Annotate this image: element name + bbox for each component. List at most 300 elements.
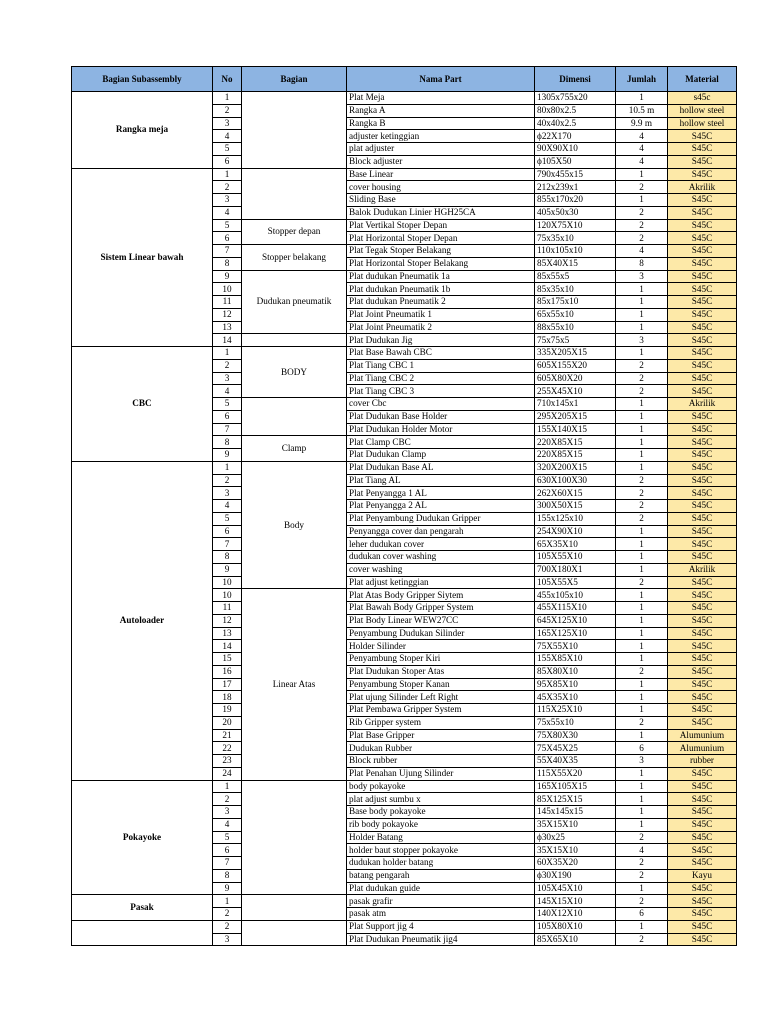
- cell-material: S45C: [668, 576, 737, 589]
- cell-dimensi: 88x55x10: [535, 321, 616, 334]
- header-bagian: Bagian: [242, 67, 347, 92]
- cell-no: 2: [213, 181, 242, 194]
- cell-dimensi: 1305x755x20: [535, 92, 616, 105]
- cell-jumlah: 2: [616, 487, 668, 500]
- cell-no: 8: [213, 869, 242, 882]
- cell-dimensi: 115X55X20: [535, 767, 616, 780]
- cell-dimensi: 220X85X15: [535, 436, 616, 449]
- header-row: [72, 67, 737, 92]
- cell-nama: Plat Clamp CBC: [347, 436, 535, 449]
- cell-no: 6: [213, 155, 242, 168]
- cell-dimensi: 405x50x30: [535, 206, 616, 219]
- table-row: [72, 461, 737, 474]
- cell-no: 14: [213, 334, 242, 347]
- cell-nama: Plat Dudukan Holder Motor: [347, 423, 535, 436]
- cell-no: 12: [213, 308, 242, 321]
- cell-material: S45C: [668, 831, 737, 844]
- cell-nama: plat adjust sumbu x: [347, 793, 535, 806]
- cell-nama: holder baut stopper pokayoke: [347, 844, 535, 857]
- cell-jumlah: 1: [616, 321, 668, 334]
- cell-jumlah: 3: [616, 755, 668, 768]
- cell-no: 9: [213, 882, 242, 895]
- cell-no: 8: [213, 436, 242, 449]
- cell-dimensi: 40x40x2.5: [535, 117, 616, 130]
- cell-no: 9: [213, 270, 242, 283]
- table-row: [72, 347, 737, 360]
- cell-nama: Plat Tegak Stoper Belakang: [347, 245, 535, 258]
- subassembly-cell: Pasak: [72, 895, 213, 921]
- cell-material: S45C: [668, 538, 737, 551]
- header-bagian-subassembly: Bagian Subassembly: [72, 67, 213, 92]
- cell-nama: Plat Tiang AL: [347, 474, 535, 487]
- cell-jumlah: 2: [616, 857, 668, 870]
- cell-material: Akrilik: [668, 563, 737, 576]
- cell-material: S45C: [668, 640, 737, 653]
- cell-material: Alumunium: [668, 742, 737, 755]
- cell-jumlah: 9.9 m: [616, 117, 668, 130]
- cell-no: 7: [213, 423, 242, 436]
- table-row: [72, 895, 737, 908]
- cell-jumlah: 1: [616, 920, 668, 933]
- cell-nama: Plat Meja: [347, 92, 535, 105]
- bagian-cell: Body: [242, 461, 347, 589]
- cell-jumlah: 1: [616, 398, 668, 411]
- cell-nama: pasak atm: [347, 908, 535, 921]
- cell-no: 5: [213, 831, 242, 844]
- cell-jumlah: 2: [616, 512, 668, 525]
- cell-jumlah: 8: [616, 257, 668, 270]
- cell-no: 7: [213, 538, 242, 551]
- cell-no: 2: [213, 359, 242, 372]
- table-row: [72, 168, 737, 181]
- cell-nama: Plat Dudukan Clamp: [347, 449, 535, 462]
- cell-material: S45C: [668, 525, 737, 538]
- cell-nama: Penyangga cover dan pengarah: [347, 525, 535, 538]
- cell-material: S45C: [668, 359, 737, 372]
- cell-material: S45C: [668, 933, 737, 946]
- cell-no: 6: [213, 410, 242, 423]
- cell-nama: Plat Joint Pneumatik 2: [347, 321, 535, 334]
- cell-dimensi: 80x80x2.5: [535, 104, 616, 117]
- cell-nama: body pokayoke: [347, 780, 535, 793]
- cell-material: S45C: [668, 130, 737, 143]
- cell-no: 3: [213, 372, 242, 385]
- cell-no: 2: [213, 793, 242, 806]
- cell-material: S45C: [668, 920, 737, 933]
- cell-jumlah: 1: [616, 818, 668, 831]
- cell-material: hollow steel: [668, 117, 737, 130]
- cell-dimensi: 165X105X15: [535, 780, 616, 793]
- cell-dimensi: 300X50X15: [535, 500, 616, 513]
- cell-no: 22: [213, 742, 242, 755]
- cell-nama: Plat Penyangga 2 AL: [347, 500, 535, 513]
- cell-dimensi: 155X85X10: [535, 653, 616, 666]
- cell-jumlah: 1: [616, 627, 668, 640]
- cell-nama: Rangka A: [347, 104, 535, 117]
- cell-no: 3: [213, 933, 242, 946]
- cell-nama: Plat Horizontal Stoper Belakang: [347, 257, 535, 270]
- cell-no: 2: [213, 920, 242, 933]
- cell-material: S45C: [668, 908, 737, 921]
- cell-no: 1: [213, 168, 242, 181]
- cell-nama: Plat Dudukan Pneumatik jig4: [347, 933, 535, 946]
- cell-no: 7: [213, 857, 242, 870]
- cell-no: 18: [213, 691, 242, 704]
- cell-jumlah: 1: [616, 423, 668, 436]
- bagian-cell: [242, 895, 347, 921]
- cell-material: S45C: [668, 474, 737, 487]
- cell-nama: Penyambung Stoper Kanan: [347, 678, 535, 691]
- cell-no: 4: [213, 206, 242, 219]
- cell-nama: dudukan holder batang: [347, 857, 535, 870]
- cell-jumlah: 6: [616, 742, 668, 755]
- cell-jumlah: 2: [616, 895, 668, 908]
- cell-material: S45C: [668, 691, 737, 704]
- bagian-cell: Stopper belakang: [242, 245, 347, 271]
- cell-dimensi: 105X45X10: [535, 882, 616, 895]
- cell-dimensi: 75x35x10: [535, 232, 616, 245]
- bagian-cell: BODY: [242, 347, 347, 398]
- cell-material: S45C: [668, 780, 737, 793]
- cell-dimensi: 855x170x20: [535, 194, 616, 207]
- cell-material: S45C: [668, 665, 737, 678]
- cell-nama: Rib Gripper system: [347, 716, 535, 729]
- cell-jumlah: 2: [616, 181, 668, 194]
- cell-no: 9: [213, 563, 242, 576]
- cell-material: S45C: [668, 793, 737, 806]
- cell-nama: Plat Penyambung Dudukan Gripper: [347, 512, 535, 525]
- cell-jumlah: 3: [616, 334, 668, 347]
- header-nama-part: Nama Part: [347, 67, 535, 92]
- cell-no: 16: [213, 665, 242, 678]
- cell-no: 12: [213, 614, 242, 627]
- cell-jumlah: 1: [616, 602, 668, 615]
- cell-dimensi: 710x145x1: [535, 398, 616, 411]
- cell-material: S45C: [668, 168, 737, 181]
- cell-no: 9: [213, 449, 242, 462]
- cell-material: S45C: [668, 206, 737, 219]
- cell-nama: Plat ujung Silinder Left Right: [347, 691, 535, 704]
- cell-jumlah: 1: [616, 589, 668, 602]
- cell-dimensi: 212x239x1: [535, 181, 616, 194]
- cell-no: 3: [213, 806, 242, 819]
- cell-no: 8: [213, 257, 242, 270]
- cell-dimensi: 255X45X10: [535, 385, 616, 398]
- cell-nama: Plat Dudukan Base AL: [347, 461, 535, 474]
- cell-no: 4: [213, 818, 242, 831]
- cell-jumlah: 2: [616, 933, 668, 946]
- cell-nama: Block rubber: [347, 755, 535, 768]
- cell-no: 3: [213, 194, 242, 207]
- cell-jumlah: 4: [616, 130, 668, 143]
- cell-no: 6: [213, 525, 242, 538]
- parts-table-body: [72, 92, 737, 946]
- cell-material: S45C: [668, 627, 737, 640]
- cell-nama: Plat Joint Pneumatik 1: [347, 308, 535, 321]
- cell-dimensi: 455X115X10: [535, 602, 616, 615]
- cell-jumlah: 2: [616, 385, 668, 398]
- cell-jumlah: 2: [616, 716, 668, 729]
- cell-jumlah: 1: [616, 449, 668, 462]
- cell-no: 2: [213, 908, 242, 921]
- cell-material: S45C: [668, 385, 737, 398]
- cell-material: S45C: [668, 857, 737, 870]
- cell-jumlah: 4: [616, 844, 668, 857]
- cell-dimensi: 85x35x10: [535, 283, 616, 296]
- cell-jumlah: 4: [616, 143, 668, 156]
- bagian-cell: Dudukan pneumatik: [242, 270, 347, 334]
- cell-dimensi: 45X35X10: [535, 691, 616, 704]
- cell-nama: Plat Dudukan Base Holder: [347, 410, 535, 423]
- cell-no: 4: [213, 130, 242, 143]
- cell-nama: Plat Dudukan Stoper Atas: [347, 665, 535, 678]
- cell-material: S45C: [668, 487, 737, 500]
- cell-dimensi: 35X15X10: [535, 818, 616, 831]
- cell-nama: cover Cbc: [347, 398, 535, 411]
- cell-no: 10: [213, 576, 242, 589]
- table-row: [72, 920, 737, 933]
- cell-jumlah: 2: [616, 576, 668, 589]
- cell-jumlah: 1: [616, 436, 668, 449]
- cell-jumlah: 2: [616, 372, 668, 385]
- cell-jumlah: 1: [616, 653, 668, 666]
- cell-dimensi: ϕ30x25: [535, 831, 616, 844]
- cell-dimensi: 75X80X30: [535, 729, 616, 742]
- bagian-cell: Stopper depan: [242, 219, 347, 245]
- cell-nama: Plat Dudukan Jig: [347, 334, 535, 347]
- cell-dimensi: 630X100X30: [535, 474, 616, 487]
- cell-jumlah: 1: [616, 194, 668, 207]
- cell-nama: Plat Support jig 4: [347, 920, 535, 933]
- bagian-cell: [242, 398, 347, 436]
- cell-dimensi: 700X180X1: [535, 563, 616, 576]
- bagian-cell: Linear Atas: [242, 589, 347, 780]
- cell-material: S45C: [668, 818, 737, 831]
- cell-nama: Base Linear: [347, 168, 535, 181]
- cell-nama: dudukan cover washing: [347, 551, 535, 564]
- cell-no: 1: [213, 461, 242, 474]
- cell-nama: Rangka B: [347, 117, 535, 130]
- cell-no: 3: [213, 117, 242, 130]
- cell-jumlah: 2: [616, 219, 668, 232]
- table-row: [72, 780, 737, 793]
- cell-dimensi: 155X140X15: [535, 423, 616, 436]
- cell-nama: batang pengarah: [347, 869, 535, 882]
- cell-dimensi: ϕ30X190: [535, 869, 616, 882]
- cell-jumlah: 1: [616, 308, 668, 321]
- cell-no: 3: [213, 487, 242, 500]
- cell-nama: Sliding Base: [347, 194, 535, 207]
- cell-nama: Plat Bawah Body Gripper System: [347, 602, 535, 615]
- cell-dimensi: 120X75X10: [535, 219, 616, 232]
- cell-material: S45C: [668, 194, 737, 207]
- cell-material: S45C: [668, 143, 737, 156]
- cell-no: 23: [213, 755, 242, 768]
- cell-no: 4: [213, 500, 242, 513]
- cell-dimensi: 85X125X15: [535, 793, 616, 806]
- cell-jumlah: 1: [616, 614, 668, 627]
- cell-no: 1: [213, 780, 242, 793]
- cell-nama: cover housing: [347, 181, 535, 194]
- header-material: Material: [668, 67, 737, 92]
- cell-nama: Dudukan Rubber: [347, 742, 535, 755]
- cell-no: 4: [213, 385, 242, 398]
- cell-material: Akrilik: [668, 181, 737, 194]
- cell-material: Akrilik: [668, 398, 737, 411]
- cell-material: S45C: [668, 308, 737, 321]
- cell-jumlah: 2: [616, 474, 668, 487]
- cell-jumlah: 1: [616, 410, 668, 423]
- cell-material: Kayu: [668, 869, 737, 882]
- cell-jumlah: 2: [616, 665, 668, 678]
- cell-no: 5: [213, 398, 242, 411]
- bagian-cell: Clamp: [242, 436, 347, 462]
- cell-material: S45C: [668, 551, 737, 564]
- cell-nama: Plat Pembawa Gripper System: [347, 704, 535, 717]
- cell-no: 13: [213, 321, 242, 334]
- cell-jumlah: 2: [616, 359, 668, 372]
- cell-jumlah: 3: [616, 270, 668, 283]
- cell-nama: Holder Batang: [347, 831, 535, 844]
- cell-no: 1: [213, 92, 242, 105]
- cell-nama: Plat Base Bawah CBC: [347, 347, 535, 360]
- cell-material: S45C: [668, 321, 737, 334]
- cell-dimensi: 110x105x10: [535, 245, 616, 258]
- cell-nama: adjuster ketinggian: [347, 130, 535, 143]
- cell-dimensi: 85X65X10: [535, 933, 616, 946]
- cell-jumlah: 1: [616, 563, 668, 576]
- cell-jumlah: 1: [616, 780, 668, 793]
- subassembly-cell: Pokayoke: [72, 780, 213, 895]
- cell-no: 13: [213, 627, 242, 640]
- cell-jumlah: 1: [616, 793, 668, 806]
- cell-jumlah: 1: [616, 525, 668, 538]
- cell-material: S45C: [668, 704, 737, 717]
- cell-no: 19: [213, 704, 242, 717]
- cell-nama: Holder Silinder: [347, 640, 535, 653]
- cell-jumlah: 1: [616, 678, 668, 691]
- cell-no: 15: [213, 653, 242, 666]
- cell-material: S45C: [668, 423, 737, 436]
- cell-dimensi: 75x75x5: [535, 334, 616, 347]
- cell-jumlah: 1: [616, 691, 668, 704]
- cell-dimensi: 85X80X10: [535, 665, 616, 678]
- parts-table: [71, 66, 737, 946]
- bagian-cell: [242, 780, 347, 895]
- cell-no: 1: [213, 347, 242, 360]
- cell-nama: Plat Horizontal Stoper Depan: [347, 232, 535, 245]
- cell-material: S45C: [668, 347, 737, 360]
- cell-dimensi: 165X125X10: [535, 627, 616, 640]
- cell-material: S45C: [668, 257, 737, 270]
- cell-dimensi: 155x125x10: [535, 512, 616, 525]
- cell-nama: Plat Tiang CBC 2: [347, 372, 535, 385]
- cell-dimensi: 605X80X20: [535, 372, 616, 385]
- cell-no: 17: [213, 678, 242, 691]
- cell-material: S45C: [668, 500, 737, 513]
- cell-dimensi: 105X80X10: [535, 920, 616, 933]
- cell-dimensi: 75x55x10: [535, 716, 616, 729]
- cell-material: S45C: [668, 653, 737, 666]
- cell-nama: Penyambung Dudukan Silinder: [347, 627, 535, 640]
- cell-jumlah: 1: [616, 806, 668, 819]
- cell-nama: Plat dudukan Pneumatik 1a: [347, 270, 535, 283]
- cell-material: S45C: [668, 589, 737, 602]
- cell-jumlah: 1: [616, 296, 668, 309]
- cell-jumlah: 1: [616, 640, 668, 653]
- subassembly-cell: Sistem Linear bawah: [72, 168, 213, 347]
- cell-dimensi: ϕ22X170: [535, 130, 616, 143]
- cell-nama: Base body pokayoke: [347, 806, 535, 819]
- cell-jumlah: 1: [616, 882, 668, 895]
- cell-jumlah: 1: [616, 704, 668, 717]
- cell-dimensi: 320X200X15: [535, 461, 616, 474]
- cell-jumlah: 2: [616, 232, 668, 245]
- cell-dimensi: 105X55X5: [535, 576, 616, 589]
- bagian-cell: [242, 92, 347, 169]
- cell-nama: leher dudukan cover: [347, 538, 535, 551]
- cell-material: s45c: [668, 92, 737, 105]
- cell-nama: Plat Tiang CBC 1: [347, 359, 535, 372]
- cell-material: rubber: [668, 755, 737, 768]
- cell-nama: Plat Tiang CBC 3: [347, 385, 535, 398]
- bagian-cell: [242, 334, 347, 347]
- cell-dimensi: 75X55X10: [535, 640, 616, 653]
- cell-dimensi: 254X90X10: [535, 525, 616, 538]
- subassembly-cell: [72, 920, 213, 946]
- cell-no: 2: [213, 104, 242, 117]
- cell-no: 5: [213, 219, 242, 232]
- cell-no: 1: [213, 895, 242, 908]
- cell-jumlah: 10.5 m: [616, 104, 668, 117]
- cell-jumlah: 1: [616, 551, 668, 564]
- cell-material: S45C: [668, 232, 737, 245]
- cell-dimensi: 35X15X10: [535, 844, 616, 857]
- cell-nama: Block adjuster: [347, 155, 535, 168]
- cell-dimensi: 85X40X15: [535, 257, 616, 270]
- cell-jumlah: 1: [616, 347, 668, 360]
- cell-nama: Plat Atas Body Gripper Siytem: [347, 589, 535, 602]
- cell-no: 11: [213, 296, 242, 309]
- cell-no: 11: [213, 602, 242, 615]
- cell-dimensi: 145X15X10: [535, 895, 616, 908]
- table-row: [72, 92, 737, 105]
- cell-material: S45C: [668, 334, 737, 347]
- subassembly-cell: Rangka meja: [72, 92, 213, 169]
- cell-dimensi: 65x55x10: [535, 308, 616, 321]
- cell-no: 6: [213, 844, 242, 857]
- cell-no: 14: [213, 640, 242, 653]
- cell-material: S45C: [668, 296, 737, 309]
- cell-jumlah: 1: [616, 767, 668, 780]
- cell-dimensi: 55X40X35: [535, 755, 616, 768]
- cell-dimensi: 75X45X25: [535, 742, 616, 755]
- cell-dimensi: 85x55x5: [535, 270, 616, 283]
- cell-nama: cover washing: [347, 563, 535, 576]
- cell-material: S45C: [668, 512, 737, 525]
- cell-no: 24: [213, 767, 242, 780]
- cell-material: S45C: [668, 410, 737, 423]
- cell-nama: Plat dudukan Pneumatik 1b: [347, 283, 535, 296]
- cell-dimensi: 645X125X10: [535, 614, 616, 627]
- cell-nama: Plat Penyangga 1 AL: [347, 487, 535, 500]
- cell-no: 6: [213, 232, 242, 245]
- cell-no: 5: [213, 143, 242, 156]
- cell-no: 2: [213, 474, 242, 487]
- cell-jumlah: 1: [616, 283, 668, 296]
- subassembly-cell: CBC: [72, 347, 213, 462]
- cell-material: S45C: [668, 270, 737, 283]
